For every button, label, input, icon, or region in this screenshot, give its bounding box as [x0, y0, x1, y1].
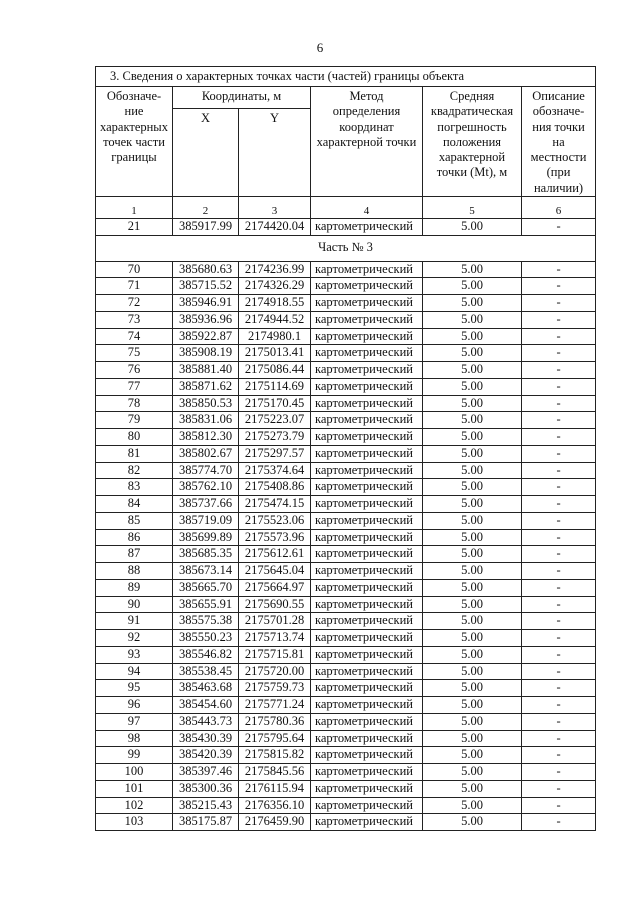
coordinate-y: 2175720.00	[239, 663, 311, 680]
table-row	[96, 261, 596, 278]
table-row	[96, 378, 596, 395]
coordinate-x: 385871.62	[173, 378, 239, 395]
description-value: -	[522, 512, 596, 529]
method-value: картометрический	[311, 680, 423, 697]
header-x: X	[173, 108, 239, 196]
table-row	[96, 797, 596, 814]
description-value: -	[522, 764, 596, 781]
point-number: 78	[96, 395, 173, 412]
accuracy-value: 5.00	[423, 680, 522, 697]
coordinate-y: 2175013.41	[239, 345, 311, 362]
accuracy-value: 5.00	[423, 630, 522, 647]
column-number: 6	[522, 196, 596, 218]
method-value: картометрический	[311, 278, 423, 295]
description-value: -	[522, 646, 596, 663]
accuracy-value: 5.00	[423, 328, 522, 345]
method-value: картометрический	[311, 814, 423, 831]
accuracy-value: 5.00	[423, 797, 522, 814]
table-row	[96, 512, 596, 529]
coordinate-y: 2174420.04	[239, 218, 311, 235]
point-number: 82	[96, 462, 173, 479]
accuracy-value: 5.00	[423, 697, 522, 714]
accuracy-value: 5.00	[423, 496, 522, 513]
accuracy-value: 5.00	[423, 412, 522, 429]
table-row	[96, 680, 596, 697]
coordinate-y: 2176459.90	[239, 814, 311, 831]
method-value: картометрический	[311, 579, 423, 596]
description-value: -	[522, 680, 596, 697]
coordinate-y: 2175474.15	[239, 496, 311, 513]
coordinate-x: 385946.91	[173, 295, 239, 312]
coordinate-y: 2175690.55	[239, 596, 311, 613]
method-value: картометрический	[311, 412, 423, 429]
coordinate-x: 385908.19	[173, 345, 239, 362]
method-value: картометрический	[311, 747, 423, 764]
accuracy-value: 5.00	[423, 663, 522, 680]
part-label: Часть № 3	[96, 235, 596, 261]
description-value: -	[522, 328, 596, 345]
description-value: -	[522, 713, 596, 730]
coordinate-x: 385774.70	[173, 462, 239, 479]
method-value: картометрический	[311, 596, 423, 613]
coordinate-y: 2175759.73	[239, 680, 311, 697]
method-value: картометрический	[311, 797, 423, 814]
coordinate-x: 385936.96	[173, 311, 239, 328]
table-row	[96, 362, 596, 379]
coordinate-x: 385680.63	[173, 261, 239, 278]
coordinate-x: 385655.91	[173, 596, 239, 613]
coordinate-x: 385175.87	[173, 814, 239, 831]
description-value: -	[522, 579, 596, 596]
table-row	[96, 646, 596, 663]
coordinate-y: 2175114.69	[239, 378, 311, 395]
method-value: картометрический	[311, 362, 423, 379]
coordinate-y: 2175715.81	[239, 646, 311, 663]
description-value: -	[522, 218, 596, 235]
point-number: 76	[96, 362, 173, 379]
coordinate-x: 385685.35	[173, 546, 239, 563]
coordinate-y: 2175573.96	[239, 529, 311, 546]
method-value: картометрический	[311, 479, 423, 496]
point-number: 95	[96, 680, 173, 697]
coordinate-x: 385665.70	[173, 579, 239, 596]
accuracy-value: 5.00	[423, 747, 522, 764]
point-number: 80	[96, 429, 173, 446]
coordinate-y: 2175645.04	[239, 563, 311, 580]
coordinate-x: 385454.60	[173, 697, 239, 714]
coordinate-x: 385397.46	[173, 764, 239, 781]
method-value: картометрический	[311, 261, 423, 278]
table-row	[96, 496, 596, 513]
coordinate-y: 2175273.79	[239, 429, 311, 446]
coordinate-x: 385850.53	[173, 395, 239, 412]
table-row	[96, 663, 596, 680]
accuracy-value: 5.00	[423, 395, 522, 412]
coordinate-y: 2174918.55	[239, 295, 311, 312]
header-designation: Обозначе- ние характерных точек части границы	[96, 87, 173, 197]
point-number: 102	[96, 797, 173, 814]
coordinate-x: 385550.23	[173, 630, 239, 647]
method-value: картометрический	[311, 730, 423, 747]
description-value: -	[522, 378, 596, 395]
description-value: -	[522, 630, 596, 647]
point-number: 103	[96, 814, 173, 831]
boundary-points-table	[95, 66, 596, 831]
table-row	[96, 395, 596, 412]
header-description: Описание обозначе- ния точки на местности (при наличии)	[522, 87, 596, 197]
description-value: -	[522, 479, 596, 496]
point-number: 86	[96, 529, 173, 546]
accuracy-value: 5.00	[423, 311, 522, 328]
table-row	[96, 412, 596, 429]
accuracy-value: 5.00	[423, 295, 522, 312]
table-row	[96, 278, 596, 295]
description-value: -	[522, 613, 596, 630]
coordinate-x: 385831.06	[173, 412, 239, 429]
method-value: картометрический	[311, 462, 423, 479]
method-value: картометрический	[311, 663, 423, 680]
description-value: -	[522, 596, 596, 613]
accuracy-value: 5.00	[423, 362, 522, 379]
accuracy-value: 5.00	[423, 512, 522, 529]
coordinate-y: 2175223.07	[239, 412, 311, 429]
description-value: -	[522, 345, 596, 362]
method-value: картометрический	[311, 780, 423, 797]
table-row	[96, 546, 596, 563]
column-number: 3	[239, 196, 311, 218]
method-value: картометрический	[311, 529, 423, 546]
point-number: 77	[96, 378, 173, 395]
accuracy-value: 5.00	[423, 780, 522, 797]
coordinate-x: 385922.87	[173, 328, 239, 345]
accuracy-value: 5.00	[423, 563, 522, 580]
accuracy-value: 5.00	[423, 713, 522, 730]
coordinate-y: 2176356.10	[239, 797, 311, 814]
description-value: -	[522, 295, 596, 312]
table-row	[96, 630, 596, 647]
coordinate-x: 385215.43	[173, 797, 239, 814]
coordinate-x: 385812.30	[173, 429, 239, 446]
method-value: картометрический	[311, 328, 423, 345]
column-number-row	[96, 196, 596, 218]
table-row	[96, 429, 596, 446]
accuracy-value: 5.00	[423, 814, 522, 831]
description-value: -	[522, 663, 596, 680]
point-number: 21	[96, 218, 173, 235]
accuracy-value: 5.00	[423, 479, 522, 496]
coordinate-x: 385802.67	[173, 445, 239, 462]
accuracy-value: 5.00	[423, 345, 522, 362]
coordinate-x: 385538.45	[173, 663, 239, 680]
coordinate-x: 385443.73	[173, 713, 239, 730]
table-row	[96, 445, 596, 462]
table-row	[96, 479, 596, 496]
column-number: 4	[311, 196, 423, 218]
coordinate-x: 385673.14	[173, 563, 239, 580]
point-number: 91	[96, 613, 173, 630]
column-number: 2	[173, 196, 239, 218]
coordinate-y: 2175815.82	[239, 747, 311, 764]
point-number: 70	[96, 261, 173, 278]
coordinate-y: 2175795.64	[239, 730, 311, 747]
coordinate-y: 2175780.36	[239, 713, 311, 730]
point-number: 90	[96, 596, 173, 613]
method-value: картометрический	[311, 697, 423, 714]
method-value: картометрический	[311, 630, 423, 647]
point-number: 71	[96, 278, 173, 295]
description-value: -	[522, 546, 596, 563]
coordinate-y: 2175713.74	[239, 630, 311, 647]
point-number: 100	[96, 764, 173, 781]
coordinate-x: 385881.40	[173, 362, 239, 379]
accuracy-value: 5.00	[423, 529, 522, 546]
description-value: -	[522, 730, 596, 747]
method-value: картометрический	[311, 378, 423, 395]
accuracy-value: 5.00	[423, 764, 522, 781]
coordinate-x: 385463.68	[173, 680, 239, 697]
coordinate-y: 2175170.45	[239, 395, 311, 412]
point-number: 73	[96, 311, 173, 328]
coordinate-x: 385546.82	[173, 646, 239, 663]
method-value: картометрический	[311, 311, 423, 328]
coordinate-y: 2176115.94	[239, 780, 311, 797]
method-value: картометрический	[311, 646, 423, 663]
description-value: -	[522, 563, 596, 580]
accuracy-value: 5.00	[423, 378, 522, 395]
description-value: -	[522, 395, 596, 412]
coordinate-x: 385699.89	[173, 529, 239, 546]
description-value: -	[522, 429, 596, 446]
description-value: -	[522, 747, 596, 764]
table-row	[96, 596, 596, 613]
description-value: -	[522, 445, 596, 462]
header-accuracy: Средняя квадратическая погрешность положения характерной точки (Mt), м	[423, 87, 522, 197]
method-value: картометрический	[311, 445, 423, 462]
accuracy-value: 5.00	[423, 278, 522, 295]
description-value: -	[522, 462, 596, 479]
table-row	[96, 218, 596, 235]
coordinate-y: 2175845.56	[239, 764, 311, 781]
table-row	[96, 563, 596, 580]
table-row	[96, 747, 596, 764]
point-number: 79	[96, 412, 173, 429]
method-value: картометрический	[311, 429, 423, 446]
coordinate-y: 2175701.28	[239, 613, 311, 630]
method-value: картометрический	[311, 764, 423, 781]
coordinate-x: 385300.36	[173, 780, 239, 797]
table-row	[96, 713, 596, 730]
method-value: картометрический	[311, 218, 423, 235]
method-value: картометрический	[311, 546, 423, 563]
point-number: 96	[96, 697, 173, 714]
coordinate-x: 385737.66	[173, 496, 239, 513]
point-number: 98	[96, 730, 173, 747]
accuracy-value: 5.00	[423, 730, 522, 747]
table-row	[96, 311, 596, 328]
point-number: 89	[96, 579, 173, 596]
point-number: 97	[96, 713, 173, 730]
table-row	[96, 462, 596, 479]
accuracy-value: 5.00	[423, 613, 522, 630]
section-title: 3. Сведения о характерных точках части (частей) границы объекта	[96, 67, 596, 87]
method-value: картометрический	[311, 512, 423, 529]
method-value: картометрический	[311, 395, 423, 412]
table-row	[96, 780, 596, 797]
description-value: -	[522, 362, 596, 379]
coordinate-y: 2175297.57	[239, 445, 311, 462]
point-number: 74	[96, 328, 173, 345]
description-value: -	[522, 261, 596, 278]
description-value: -	[522, 311, 596, 328]
point-number: 87	[96, 546, 173, 563]
header-method: Метод определения координат характерной точки	[311, 87, 423, 197]
column-number: 1	[96, 196, 173, 218]
table-row	[96, 764, 596, 781]
table-row	[96, 613, 596, 630]
method-value: картометрический	[311, 713, 423, 730]
description-value: -	[522, 496, 596, 513]
description-value: -	[522, 278, 596, 295]
coordinate-y: 2174236.99	[239, 261, 311, 278]
point-number: 94	[96, 663, 173, 680]
coordinate-x: 385575.38	[173, 613, 239, 630]
coordinate-x: 385762.10	[173, 479, 239, 496]
table-row	[96, 814, 596, 831]
description-value: -	[522, 529, 596, 546]
page-number: 6	[316, 40, 324, 55]
method-value: картометрический	[311, 563, 423, 580]
method-value: картометрический	[311, 295, 423, 312]
table-row	[96, 730, 596, 747]
point-number: 83	[96, 479, 173, 496]
description-value: -	[522, 797, 596, 814]
accuracy-value: 5.00	[423, 462, 522, 479]
table-row	[96, 529, 596, 546]
accuracy-value: 5.00	[423, 646, 522, 663]
point-number: 75	[96, 345, 173, 362]
method-value: картометрический	[311, 613, 423, 630]
table-row	[96, 697, 596, 714]
accuracy-value: 5.00	[423, 445, 522, 462]
coordinate-x: 385430.39	[173, 730, 239, 747]
description-value: -	[522, 697, 596, 714]
point-number: 85	[96, 512, 173, 529]
accuracy-value: 5.00	[423, 429, 522, 446]
coordinate-y: 2175086.44	[239, 362, 311, 379]
header-y: Y	[239, 108, 311, 196]
accuracy-value: 5.00	[423, 579, 522, 596]
coordinate-y: 2174980.1	[239, 328, 311, 345]
coordinate-x: 385420.39	[173, 747, 239, 764]
coordinate-y: 2175612.61	[239, 546, 311, 563]
point-number: 101	[96, 780, 173, 797]
description-value: -	[522, 780, 596, 797]
coordinate-x: 385715.52	[173, 278, 239, 295]
coordinate-y: 2175523.06	[239, 512, 311, 529]
coordinate-y: 2174326.29	[239, 278, 311, 295]
point-number: 99	[96, 747, 173, 764]
coordinate-y: 2175374.64	[239, 462, 311, 479]
method-value: картометрический	[311, 496, 423, 513]
accuracy-value: 5.00	[423, 218, 522, 235]
coordinate-x: 385719.09	[173, 512, 239, 529]
description-value: -	[522, 412, 596, 429]
point-number: 81	[96, 445, 173, 462]
point-number: 92	[96, 630, 173, 647]
column-number: 5	[423, 196, 522, 218]
point-number: 84	[96, 496, 173, 513]
header-coordinates: Координаты, м	[173, 87, 311, 109]
table-row	[96, 295, 596, 312]
point-number: 88	[96, 563, 173, 580]
coordinate-y: 2175664.97	[239, 579, 311, 596]
accuracy-value: 5.00	[423, 261, 522, 278]
coordinate-y: 2175408.86	[239, 479, 311, 496]
accuracy-value: 5.00	[423, 596, 522, 613]
point-number: 72	[96, 295, 173, 312]
description-value: -	[522, 814, 596, 831]
coordinate-y: 2175771.24	[239, 697, 311, 714]
coordinate-y: 2174944.52	[239, 311, 311, 328]
table-row	[96, 328, 596, 345]
coordinate-x: 385917.99	[173, 218, 239, 235]
point-number: 93	[96, 646, 173, 663]
table-row	[96, 579, 596, 596]
table-row	[96, 345, 596, 362]
method-value: картометрический	[311, 345, 423, 362]
accuracy-value: 5.00	[423, 546, 522, 563]
